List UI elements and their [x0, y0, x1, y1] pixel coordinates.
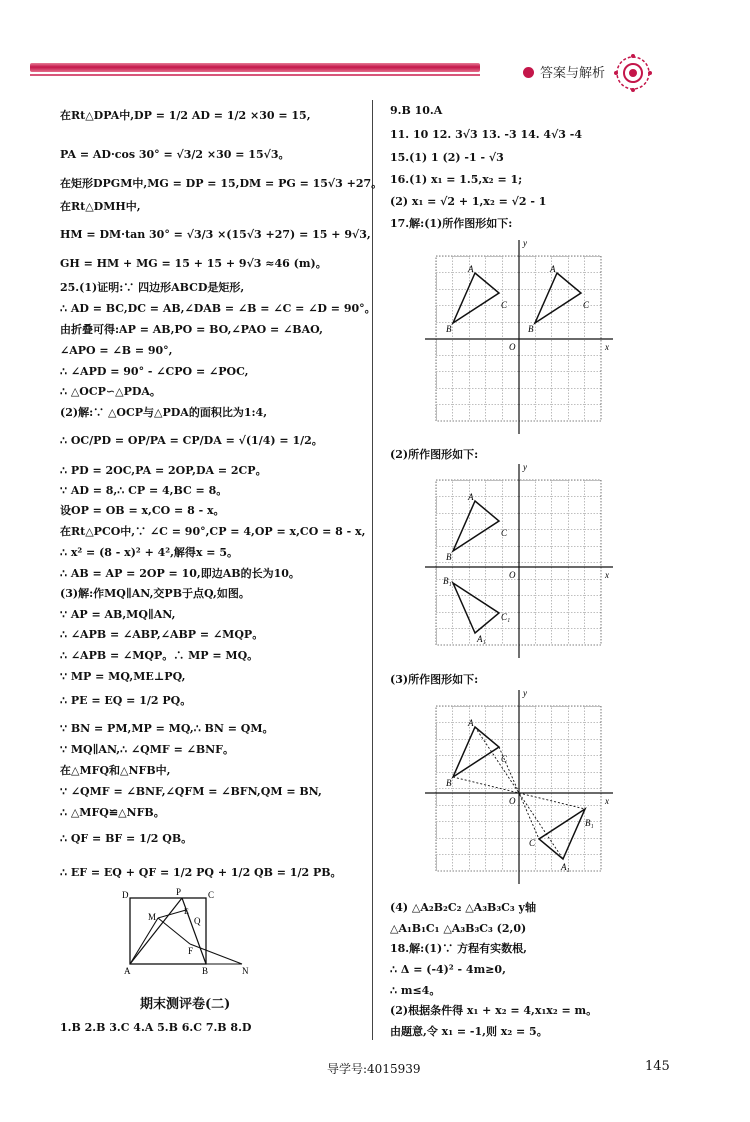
label-B: B	[528, 324, 534, 334]
text-line: 16.(1) x₁ = 1.5,x₂ = 1;	[390, 173, 523, 186]
text-line: ∵ AD = 8,∴ CP = 4,BC = 8。	[60, 484, 228, 497]
text-line: ∵ AP = AB,MQ∥AN,	[60, 608, 176, 621]
label-B: B	[446, 552, 452, 562]
text-line: 在△MFQ和△NFB中,	[60, 764, 171, 777]
text-line: (2) x₁ = √2 + 1,x₂ = √2 - 1	[390, 195, 547, 208]
coordinate-figure-2	[425, 460, 615, 658]
text-line: 由折叠可得:AP = AB,PO = BO,∠PAO = ∠BAO,	[60, 323, 323, 336]
text-line: ∴ PE = EQ = 1/2 PQ。	[60, 694, 192, 707]
text-line: ∴ x² = (8 - x)² + 4²,解得x = 5。	[60, 546, 239, 559]
label-C1: C₁	[501, 612, 511, 622]
footer-code: 导学号:4015939	[327, 1062, 421, 1076]
text-line: 在Rt△PCO中,∵ ∠C = 90°,CP = 4,OP = x,CO = 8 - x,	[60, 525, 366, 538]
text-line: (2)解:∵ △OCP与△PDA的面积比为1:4,	[60, 406, 268, 419]
text-line: ∠APO = ∠B = 90°,	[60, 344, 173, 357]
choice-answers: 1.B 2.B 3.C 4.A 5.B 6.C 7.B 8.D	[60, 1021, 252, 1034]
floral-logo-icon	[611, 51, 655, 95]
label-C: C	[529, 838, 536, 848]
text-line: △A₁B₁C₁ △A₃B₃C₃ (2,0)	[390, 922, 527, 935]
text-line: ∴ AD = BC,DC = AB,∠DAB = ∠B = ∠C = ∠D = 90°。	[60, 302, 376, 315]
coordinate-figure-1	[425, 236, 615, 434]
text-line: ∴ m≤4。	[390, 984, 441, 997]
text-line: (3)解:作MQ∥AN,交PB于点Q,如图。	[60, 587, 250, 600]
page-number: 145	[645, 1059, 670, 1074]
label-A: A	[468, 264, 474, 274]
label-C: C	[208, 890, 215, 900]
header-band	[30, 63, 480, 72]
text-line: (2)根据条件得 x₁ + x₂ = 4,x₁x₂ = m。	[390, 1004, 598, 1017]
label-Q: Q	[194, 916, 201, 926]
label-y-axis: y	[523, 462, 527, 472]
label-B1: B₁	[443, 576, 452, 586]
label-origin: O	[509, 796, 516, 806]
figure-caption: (2)所作图形如下:	[390, 448, 479, 461]
label-C: C	[501, 300, 508, 310]
label-x-axis: x	[605, 570, 609, 580]
text-line: 在Rt△DPA中,DP = 1/2 AD = 1/2 ×30 = 15,	[60, 109, 311, 122]
label-F: F	[188, 946, 194, 956]
text-line: 11. 10 12. 3√3 13. -3 14. 4√3 -4	[390, 128, 583, 141]
text-line: ∵ MP = MQ,ME⊥PQ,	[60, 670, 186, 683]
text-line: ∴ △MFQ≌△NFB。	[60, 806, 165, 819]
rectangle-fold-figure	[118, 888, 258, 976]
label-B: B	[446, 778, 452, 788]
text-line: HM = DM·tan 30° = √3/3 ×(15√3 +27) = 15 + 9√3,	[60, 228, 371, 241]
figure-caption: (3)所作图形如下:	[390, 673, 479, 686]
text-line: ∴ AB = AP = 2OP = 10,即边AB的长为10。	[60, 567, 300, 580]
text-line: 15.(1) 1 (2) -1 - √3	[390, 151, 504, 164]
label-B: B	[446, 324, 452, 334]
text-line: ∴ OC/PD = OP/PA = CP/DA = √(1/4) = 1/2。	[60, 434, 323, 447]
label-y-axis: y	[523, 238, 527, 248]
text-line: ∴ EF = EQ + QF = 1/2 PQ + 1/2 QB = 1/2 PB。	[60, 866, 342, 879]
text-line: ∴ △OCP∽△PDA。	[60, 385, 161, 398]
text-line: ∴ ∠APB = ∠MQP。∴ MP = MQ。	[60, 649, 259, 662]
label-A: A	[550, 264, 556, 274]
label-A1: A₁	[561, 862, 570, 872]
header-title: 答案与解析	[540, 66, 606, 81]
label-D: D	[122, 890, 129, 900]
text-line: 18.解:(1)∵ 方程有实数根,	[390, 942, 527, 955]
label-y-axis: y	[523, 688, 527, 698]
label-A: A	[124, 966, 131, 976]
text-line: 在矩形DPGM中,MG = DP = 15,DM = PG = 15√3 +27。	[60, 177, 383, 190]
text-line: GH = HM + MG = 15 + 15 + 9√3 ≈46 (m)。	[60, 257, 327, 270]
column-divider	[372, 100, 373, 1040]
label-B: B	[202, 966, 209, 976]
label-A1: A₁	[477, 634, 486, 644]
label-x-axis: x	[605, 796, 609, 806]
text-line: PA = AD·cos 30° = √3/2 ×30 = 15√3。	[60, 148, 290, 161]
label-A: A	[468, 718, 474, 728]
text-line: ∴ PD = 2OC,PA = 2OP,DA = 2CP。	[60, 464, 267, 477]
text-line: ∴ ∠APB = ∠ABP,∠ABP = ∠MQP。	[60, 628, 264, 641]
label-C: C	[501, 528, 508, 538]
text-line: 25.(1)证明:∵ 四边形ABCD是矩形,	[60, 281, 245, 294]
coordinate-figure-3	[425, 686, 615, 884]
text-line: 设OP = OB = x,CO = 8 - x。	[60, 504, 225, 517]
text-line: 由题意,令 x₁ = -1,则 x₂ = 5。	[390, 1025, 548, 1038]
text-line: (4) △A₂B₂C₂ △A₃B₃C₃ y轴	[390, 901, 536, 914]
text-line: 9.B 10.A	[390, 104, 443, 117]
label-P: P	[176, 888, 182, 897]
text-line: ∴ ∠APD = 90° - ∠CPO = ∠POC,	[60, 365, 249, 378]
text-line: ∵ MQ∥AN,∴ ∠QMF = ∠BNF。	[60, 743, 234, 756]
text-line: ∵ BN = PM,MP = MQ,∴ BN = QM。	[60, 722, 274, 735]
label-E: E	[184, 907, 189, 916]
label-N: N	[242, 966, 249, 976]
label-origin: O	[509, 342, 516, 352]
label-origin: O	[509, 570, 516, 580]
label-B1: B₁	[585, 818, 594, 828]
label-C: C	[583, 300, 590, 310]
text-line: ∵ ∠QMF = ∠BNF,∠QFM = ∠BFN,QM = BN,	[60, 785, 322, 798]
header-bullet-icon	[523, 67, 534, 78]
header-underline	[30, 74, 480, 76]
text-line: ∴ QF = BF = 1/2 QB。	[60, 832, 193, 845]
text-line: 在Rt△DMH中,	[60, 200, 141, 213]
label-C: C	[501, 754, 508, 764]
label-M: M	[148, 912, 157, 922]
text-line: 17.解:(1)所作图形如下:	[390, 217, 513, 230]
text-line: ∴ Δ = (-4)² - 4m≥0,	[390, 963, 506, 976]
section-title: 期末测评卷(二)	[140, 997, 231, 1012]
label-x-axis: x	[605, 342, 609, 352]
label-A: A	[468, 492, 474, 502]
